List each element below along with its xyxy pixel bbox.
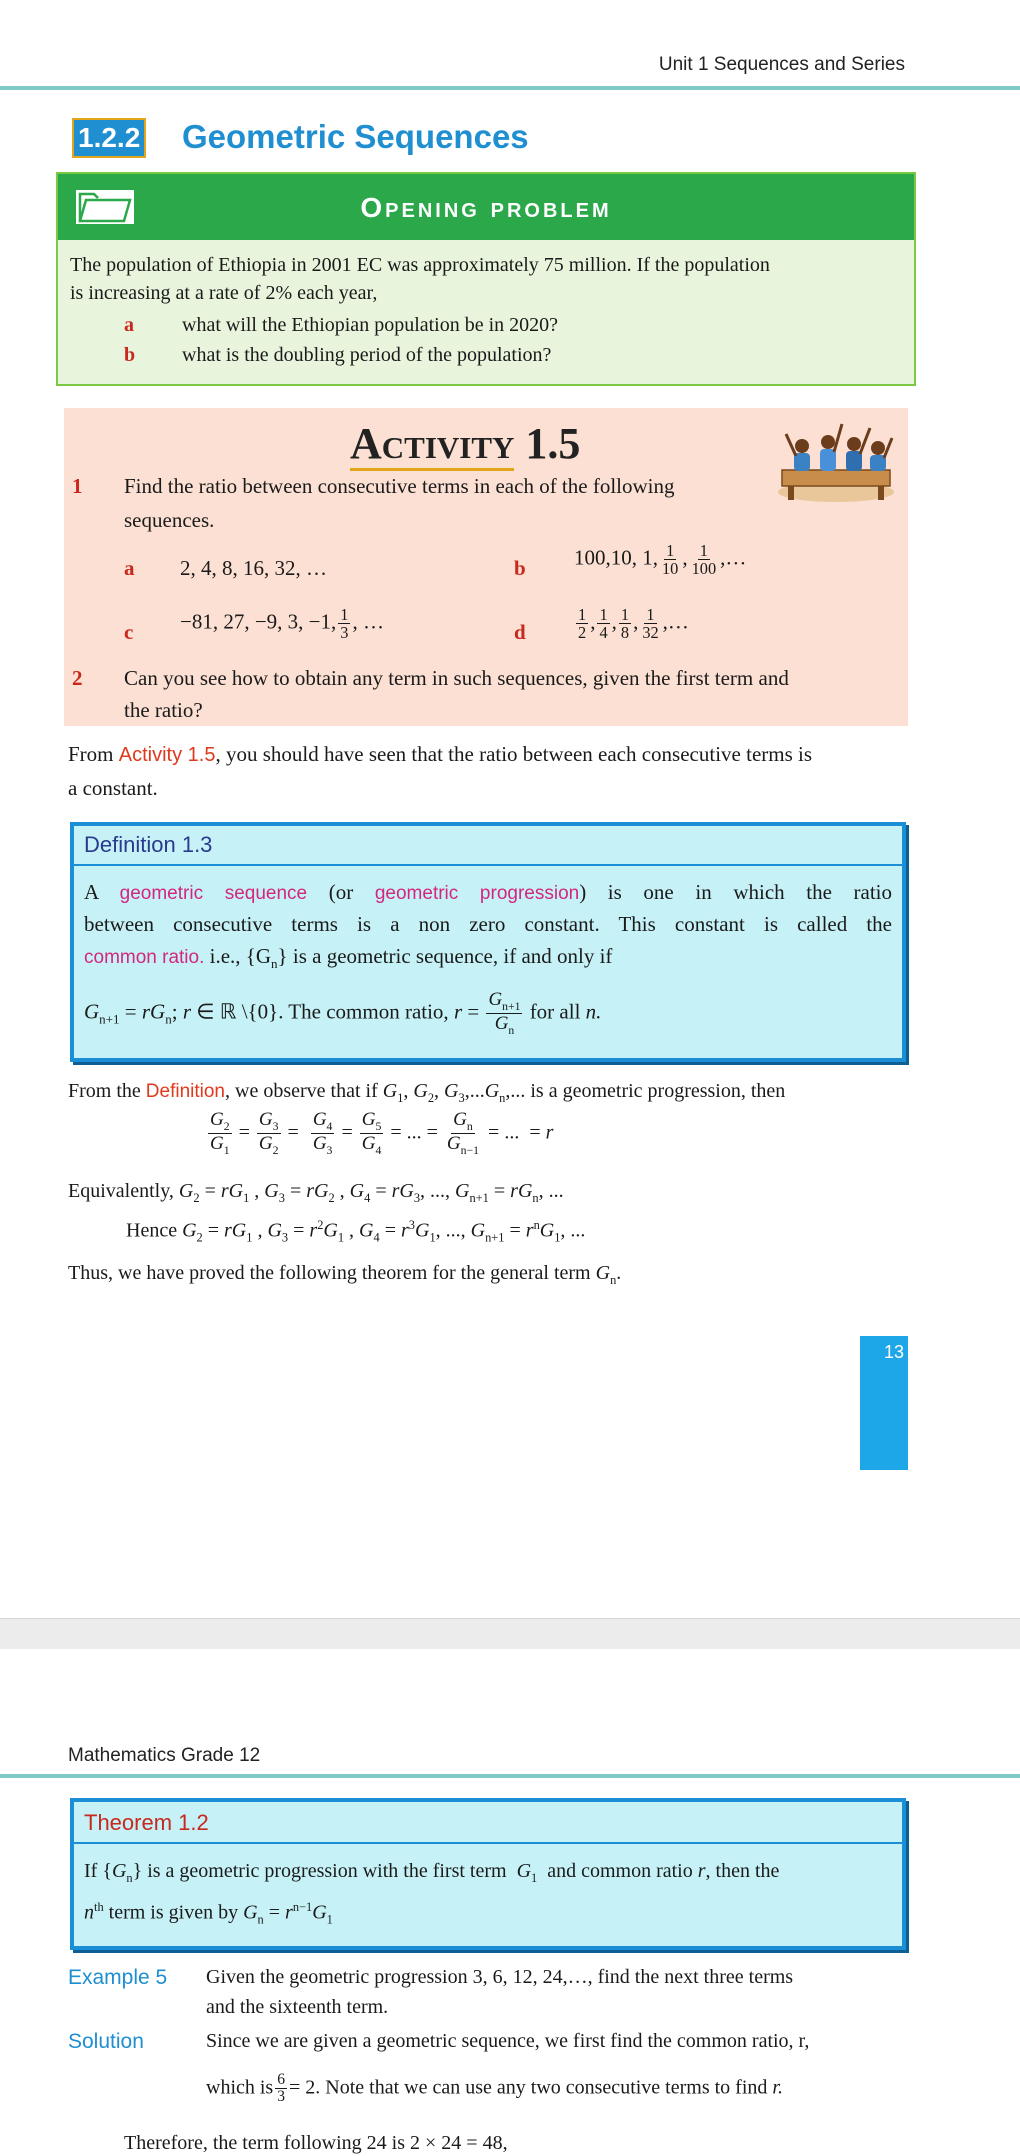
fraction-1-3 (338, 606, 350, 641)
item-label-a: a (124, 314, 134, 336)
def-c: ) is one in which the ratio (579, 880, 893, 904)
def-line3-end: } is a geometric sequence, if and only if (277, 944, 613, 968)
seq-c-prefix: −81, 27, −9, 3, −1, (180, 609, 337, 634)
opening-problem-text-1: The population of Ethiopia in 2001 EC was approximately 75 million. If the population (70, 254, 770, 276)
seq-d-ellipsis: ,… (662, 609, 689, 634)
section-number: 1.2.2 (72, 118, 146, 158)
frac-num: 6 (277, 2071, 286, 2088)
frac-num: 1 (666, 541, 675, 560)
ratio-fraction: $\frac{G_{n+1}}{G_n}$ (488, 989, 521, 1037)
page-number: 13 (883, 1342, 904, 1362)
definition-line2: between consecutive terms is a non zero constant. This constant is called the (84, 912, 892, 936)
opening-item-a: what will the Ethiopian population be in 2020? (182, 314, 559, 336)
page2-header-rule (0, 1774, 1020, 1778)
frac-den: 4 (599, 623, 608, 643)
conclusion-a: Thus, we have proved the following theorem for the general term (68, 1262, 591, 1284)
frac-den: 10 (662, 559, 679, 579)
opening-problem-title: Opening problem (360, 192, 612, 223)
frac-num: 1 (646, 605, 655, 624)
definition-line3: common ratio. i.e., $\{G_n\}$ is a geometric sequence, if and only if (84, 944, 613, 972)
opening-item-b: what is the doubling period of the population? (182, 344, 552, 366)
fraction-1-10 (660, 542, 680, 577)
activity-label-c: c (124, 620, 134, 644)
definition-link[interactable]: Definition (145, 1081, 225, 1102)
activity-q1-line2: sequences. (124, 508, 215, 532)
example-label: Example 5 (68, 1966, 168, 1989)
activity-seq-d: $\frac{1}{2}$ , $\frac{1}{4}$ , $\frac{1}{8}$ , $\frac{1}{32}$ ,… (578, 605, 689, 643)
sol-line2-b: = 2. Note that we can use any two consecutive terms to find (289, 2076, 768, 2099)
conclusion-line: Thus, we have proved the following theorem for the general term $G_n$. (68, 1262, 622, 1287)
frac-num: 1 (578, 605, 587, 624)
frac-den: 3 (277, 2088, 286, 2106)
activity-title-number: 1.5 (525, 419, 581, 468)
activity-link[interactable]: Activity 1.5 (118, 744, 216, 766)
activity-q1-line1: Find the ratio between consecutive terms in each of the following (124, 474, 675, 498)
activity-q2-line2: the ratio? (124, 698, 203, 722)
definition-title: Definition 1.3 (84, 832, 213, 857)
frac-den: 8 (620, 623, 630, 643)
term-geometric-progression: geometric progression (374, 883, 580, 904)
activity-label-d: d (514, 620, 526, 644)
solution-line2 (206, 2072, 783, 2106)
solution-line3: Therefore, the term following 24 is 2 × 24 = 48, (124, 2132, 508, 2154)
theorem-title-rule (74, 1842, 902, 1844)
activity-q1-number: 1 (72, 474, 83, 498)
page-gap (0, 1618, 1020, 1649)
fraction-1-32 (640, 606, 660, 641)
from-activity-line2: a constant. (68, 776, 158, 800)
frac-den: 100 (691, 559, 717, 579)
activity-title-word: Activity (350, 419, 514, 471)
def-forall: for all (529, 999, 581, 1024)
activity-title (350, 418, 580, 469)
theorem-line2: $n^{th}$ term is given by $G_n = r^{n-1}G_1$ (84, 1900, 333, 1927)
definition-condition: $G_{n+1} = rG_n$; r ∈ ℝ \{0}. The common ratio, r = $\frac{G_{n+1}}{G_n}$ for all n. (84, 989, 602, 1037)
ratio-chain-equation: $\frac{G_2}{G_1}$ = $\frac{G_3}{G_2}$ = $\frac{G_4}{G_3}$ = $\frac{G_5}{G_4}$ = ... = $\frac{G_n}{G_{n-1}}$ = ... = r (210, 1109, 554, 1157)
def-a: A (84, 880, 99, 904)
page-number-tab (860, 1336, 908, 1470)
def-n: n. (585, 999, 602, 1024)
classroom-illustration-icon (774, 412, 898, 508)
frac-num: 1 (699, 541, 708, 560)
seq-c-ellipsis: , … (352, 609, 384, 634)
frac-den: 2 (578, 623, 587, 643)
conclusion-b: . (616, 1262, 622, 1284)
thm-a: If (84, 1860, 98, 1882)
seq-b-ellipsis: ,… (720, 545, 747, 570)
fraction-1-2 (576, 606, 588, 641)
page-header: Unit 1 Sequences and Series (658, 54, 905, 75)
derivation-intro: From the Definition, we observe that if $G_1$, $G_2$, $G_3,...G_n$,... is a geometric progression, then (68, 1080, 786, 1105)
sol-line2-a: which is (206, 2076, 274, 2099)
term-geometric-sequence: geometric sequence (119, 883, 308, 904)
theorem-line1: If $\{G_n\}$ is a geometric progression with the first term $G_1$ and common ratio r, then the (84, 1860, 780, 1885)
activity-seq-a: 2, 4, 8, 16, 32, … (180, 556, 327, 580)
page2-header: Mathematics Grade 12 (68, 1745, 261, 1766)
activity-label-a: a (124, 556, 135, 580)
opening-problem-box (56, 172, 916, 386)
from-activity-line1 (68, 742, 812, 767)
deriv-intro-a: From the (68, 1080, 141, 1102)
frac-num: 1 (340, 605, 349, 624)
thm-c: and common ratio (547, 1860, 693, 1882)
item-label-b: b (124, 344, 136, 366)
def-cond-text: . The common ratio, (278, 999, 449, 1024)
hence-line: Hence $G_2 = rG_1$ , $G_3 = r^2G_1$ , $G_4 = r^3G_1$, ..., $G_{n+1} = r^nG_1$, ... (126, 1218, 586, 1245)
thm-line2-a: term is given by (108, 1901, 239, 1924)
thm-d: , then the (705, 1860, 780, 1882)
opening-problem-header (58, 174, 914, 240)
example-line1: Given the geometric progression 3, 6, 12, 24,…, find the next three terms (206, 1966, 794, 1988)
theorem-title: Theorem 1.2 (84, 1810, 209, 1835)
definition-line1 (84, 880, 892, 905)
from-activity-prefix: From (68, 742, 114, 766)
deriv-intro-c: is a geometric progression, then (530, 1080, 786, 1102)
frac-num: 1 (620, 605, 630, 624)
header-rule (0, 86, 1020, 90)
solution-label: Solution (68, 2030, 144, 2053)
sol-line2-c: r. (772, 2076, 783, 2099)
equivalently-line: Equivalently, $G_2 = rG_1$ , $G_3 = rG_2$ , $G_4 = rG_3$, ..., $G_{n+1} = rG_n$, ... (68, 1180, 564, 1205)
fraction-6-3 (275, 2072, 287, 2106)
def-b: (or (328, 880, 354, 904)
fraction-1-100 (690, 542, 719, 577)
frac-den: 32 (642, 623, 659, 643)
deriv-intro-b: , we observe that if (225, 1080, 378, 1102)
solution-line1: Since we are given a geometric sequence, we first find the common ratio, r, (206, 2030, 810, 2052)
activity-seq-b: 100,10, 1, $\frac{1}{10}$ , $\frac{1}{100}$ ,… (574, 541, 747, 579)
frac-den: 3 (340, 623, 349, 643)
opening-problem-text-2: is increasing at a rate of 2% each year, (70, 282, 378, 304)
fraction-1-4 (597, 606, 609, 641)
frac-num: 1 (599, 605, 608, 624)
activity-seq-c (180, 606, 384, 641)
definition-title-rule (74, 864, 902, 866)
activity-q2-number: 2 (72, 666, 83, 690)
section-title: Geometric Sequences (182, 118, 529, 155)
thm-b: is a geometric progression with the first term (147, 1860, 507, 1882)
from-activity-suffix: , you should have seen that the ratio between each consecutive terms is (215, 742, 813, 766)
activity-label-b: b (514, 556, 526, 580)
seq-b-prefix: 100,10, 1, (574, 545, 658, 570)
def-line3-rest: i.e., {G (209, 944, 272, 968)
fraction-1-8 (619, 606, 631, 641)
example-line2: and the sixteenth term. (206, 1996, 389, 2018)
term-common-ratio: common ratio. (84, 947, 205, 968)
hence-label: Hence (126, 1219, 178, 1242)
equiv-label: Equivalently, (68, 1180, 174, 1202)
activity-q2-line1: Can you see how to obtain any term in such sequences, given the first term and (124, 666, 789, 690)
